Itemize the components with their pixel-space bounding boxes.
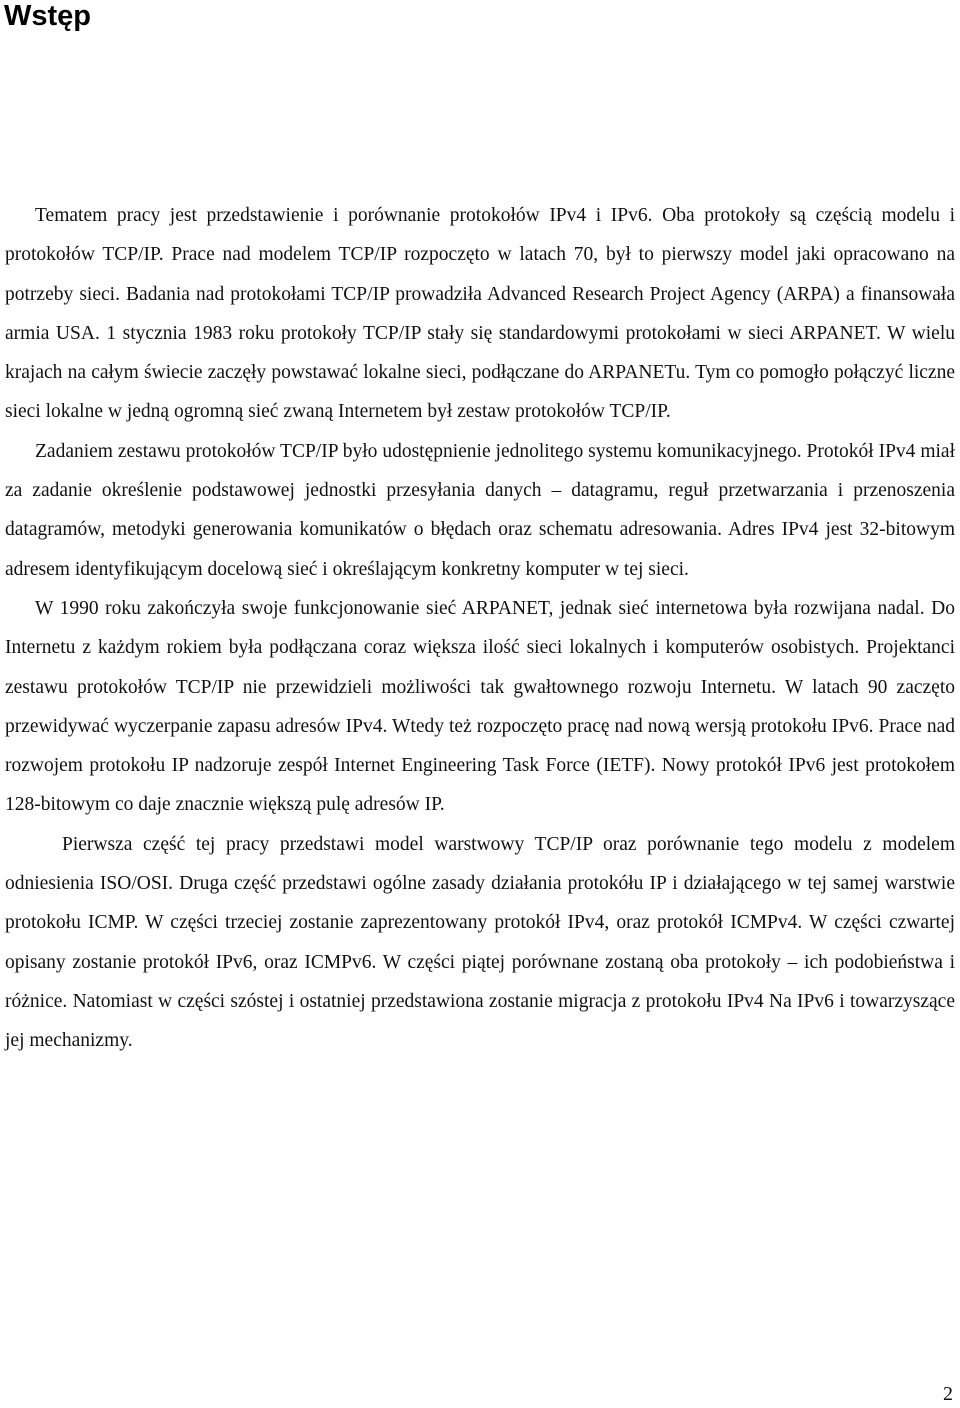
paragraph-ipv6: W 1990 roku zakończyła swoje funkcjonowanie sieć ARPANET, jednak sieć internetowa była rozwijana nadal. Do Internetu z każdym rokiem była podłączana coraz większa ilość sieci lokalnych i komputerów osobistych. Projektanci zestawu protokołów TCP/IP nie przewidzieli możliwości tak gwałtownego rozwoju Internetu. W latach 90 zaczęto przewidywać wyczerpanie zapasu adresów IPv4. Wtedy też rozpoczęto pracę nad nową wersją protokołu IPv6. Prace nad rozwojem protokołu IP nadzoruje zespół Internet Engineering Task Force (IETF). Nowy protokół IPv6 jest protokołem 128-bitowym co daje znacznie większą pulę adresów IP. [5,597,955,816]
page-title: Wstęp [4,0,91,32]
body-text [5,196,955,1061]
paragraph-intro: Tematem pracy jest przedstawienie i porównanie protokołów IPv4 i IPv6. Oba protokoły są częścią modelu i protokołów TCP/IP. Prace nad modelem TCP/IP rozpoczęto w latach 70, był to pierwszy model jaki opracowano na potrzeby sieci. Badania nad protokołami TCP/IP prowadziła Advanced Research Project Agency (ARPA) a finansowała armia USA. 1 stycznia 1983 roku protokoły TCP/IP stały się standardowymi protokołami w sieci ARPANET. W wielu krajach na całym świecie zaczęły powstawać lokalne sieci, podłączane do ARPANETu. Tym co pomogło połączyć liczne sieci lokalne w jedną ogromną sieć zwaną Internetem był zestaw protokołów TCP/IP. [5,205,955,423]
page-number: 2 [943,1383,953,1405]
paragraph-outline: Pierwsza część tej pracy przedstawi model warstwowy TCP/IP oraz porównanie tego modelu z modelem odniesienia ISO/OSI. Druga część przedstawi ogólne zasady działania protokółu IP i działającego w tej samej warstwie protokołu ICMP. W części trzeciej zostanie zaprezentowany protokół IPv4, oraz protokół ICMPv4. W części czwartej opisany zostanie protokół IPv6, oraz ICMPv6. W części piątej porównane zostaną oba protokoły – ich podobieństwa i różnice. Natomiast w części szóstej i ostatniej przedstawiona zostanie migracja z protokołu IPv4 Na IPv6 i towarzyszące jej mechanizmy. [5,833,955,1052]
paragraph-ipv4: Zadaniem zestawu protokołów TCP/IP było udostępnienie jednolitego systemu komunikacyjnego. Protokół IPv4 miał za zadanie określenie podstawowej jednostki przesyłania danych – datagramu, reguł przetwarzania i przenoszenia datagramów, metodyki generowania komunikatów o błędach oraz schematu adresowania. Adres IPv4 jest 32-bitowym adresem identyfikującym docelową sieć i określającym konkretny komputer w tej sieci. [5,440,955,580]
